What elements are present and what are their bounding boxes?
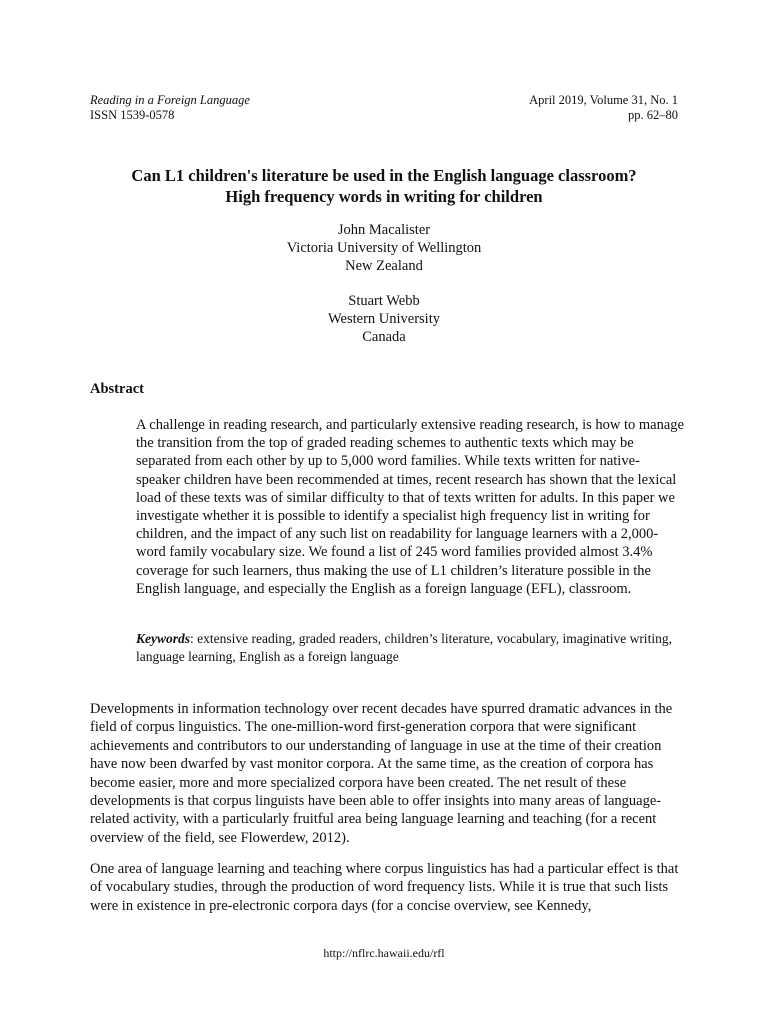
journal-header bbox=[90, 93, 678, 122]
header-left bbox=[90, 93, 250, 122]
author-name: John Macalister bbox=[337, 222, 431, 238]
page-range: pp. 62–80 bbox=[628, 107, 678, 122]
footer-url: http://nflrc.hawaii.edu/rfl bbox=[323, 946, 445, 960]
author-country: Canada bbox=[362, 329, 406, 345]
paper-title bbox=[90, 165, 678, 207]
abstract-text: A challenge in reading research, and particularly extensive reading research, is how to manage the transition from the top of graded reading schemes to authentic texts which may be separated from each other by up to 5,000 word families. While texts written for native-speaker children have been recommended at times, recent research has shown that the lexical load of these texts was of similar difficulty to that of texts written for adults. In this paper we investigate whether it is possible to identify a specialist high frequency list in writing for children, and the impact of any such list on readability for language learners with a 2,000-word family vocabulary size. We found a list of 245 word families provided almost 3.4% coverage for such learners, thus making the use of L1 children’s literature possible in the English language, and especially the English as a foreign language (EFL), classroom. bbox=[136, 417, 684, 597]
author-country: New Zealand bbox=[345, 258, 423, 274]
author-affiliation: Victoria University of Wellington bbox=[286, 240, 482, 256]
abstract-heading: Abstract bbox=[90, 381, 144, 397]
journal-name: Reading in a Foreign Language bbox=[90, 93, 250, 107]
header-right bbox=[529, 93, 678, 122]
title-line-1: Can L1 children's literature be used in the English language classroom? bbox=[131, 166, 637, 185]
author-block-1 bbox=[90, 221, 678, 275]
issue-info: April 2019, Volume 31, No. 1 bbox=[529, 93, 678, 107]
author-affiliation: Western University bbox=[328, 311, 440, 327]
author-name: Stuart Webb bbox=[348, 293, 420, 309]
body-paragraph-2: One area of language learning and teaching where corpus linguistics has had a particular effect is that of vocabulary studies, through the production of word frequency lists. While it is true that such lists were in existence in pre-electronic corpora days (for a concise overview, see Kennedy, bbox=[90, 861, 679, 914]
keywords bbox=[136, 630, 684, 665]
title-line-2: High frequency words in writing for children bbox=[225, 187, 543, 206]
keywords-label: Keywords bbox=[136, 631, 190, 646]
body-paragraph-1: Developments in information technology over recent decades have spurred dramatic advances in the field of corpus linguistics. The one-million-word first-generation corpora that were significant achievements and contributors to our understanding of language in use at the time of their creation have now been dwarfed by vast monitor corpora. At the same time, as the creation of corpora has become easier, more and more specialized corpora have been created. The net result of these developments is that corpus linguists have been able to offer insights into many areas of language-related activity, with a particularly fruitful area being language learning and teaching (for a recent overview of the field, see Flowerdew, 2012). bbox=[90, 701, 673, 846]
journal-issn: ISSN 1539-0578 bbox=[90, 107, 175, 122]
author-block-2 bbox=[90, 292, 678, 346]
keywords-text: : extensive reading, graded readers, children’s literature, vocabulary, imaginative writing, language learning, English as a foreign language bbox=[136, 631, 672, 664]
